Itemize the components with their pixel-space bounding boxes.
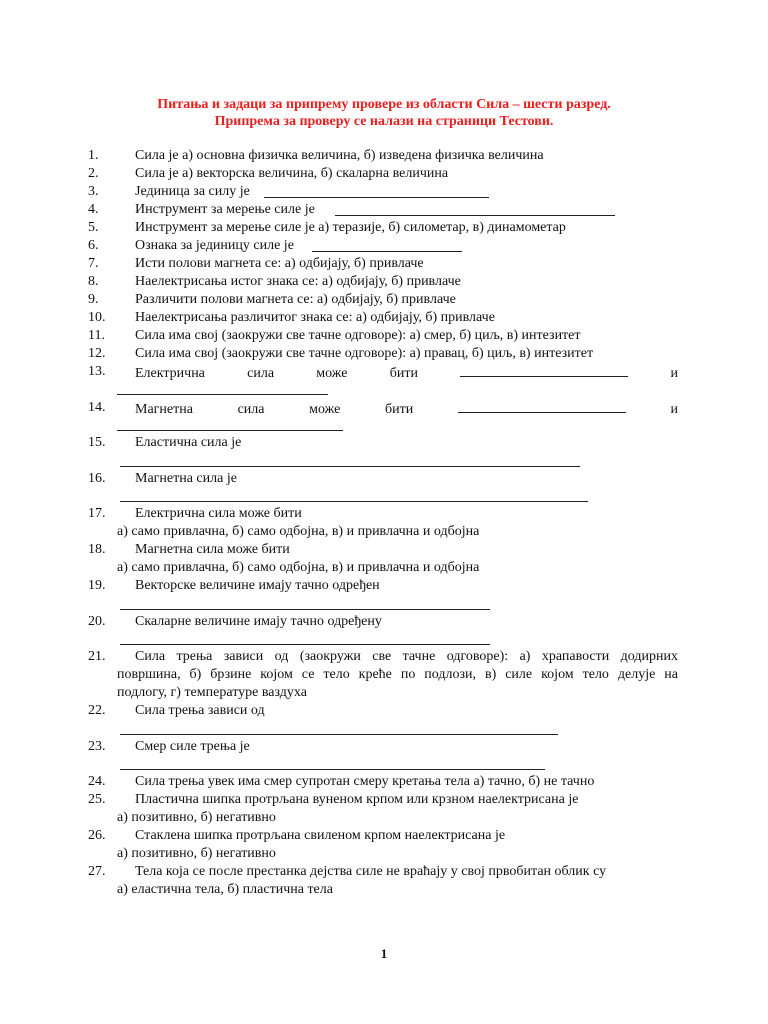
item-text: Скаларне величине имају тачно одређену <box>135 614 382 629</box>
item-text: Векторске величине имају тачно одређен <box>135 578 380 593</box>
item-text-line: површина, б) брзине којом се тело креће по подлози, в) силе којом тело делује на <box>117 667 678 682</box>
page-number: 1 <box>380 946 388 961</box>
item-text-line: Сила трења зависи од (заокружи све тачне одговоре): а) храпавости додирних <box>135 649 678 664</box>
item-text <box>135 364 678 382</box>
item-number: 6. <box>88 238 99 253</box>
header-line-1: Питања и задаци за припрему провере из области Сила – шести разред. <box>157 97 611 112</box>
header <box>0 96 768 130</box>
answer-blank[interactable] <box>120 644 490 645</box>
word: бити <box>384 402 414 417</box>
item-number: 16. <box>88 471 106 486</box>
answer-blank[interactable] <box>120 466 580 467</box>
item-number: 26. <box>88 828 106 843</box>
item-number: 20. <box>88 614 106 629</box>
item-text: Инструмент за мерење силе је <box>135 202 315 217</box>
item-text: Смер силе трења је <box>135 739 250 754</box>
item-text: Сила трења зависи од <box>135 703 265 718</box>
word: сила <box>247 366 275 381</box>
item-number: 27. <box>88 864 106 879</box>
item-number: 13. <box>88 364 106 379</box>
item-number: 11. <box>88 328 105 343</box>
answer-blank[interactable] <box>117 394 328 395</box>
item-text: Сила има свој (заокружи све тачне одговоре): а) правац, б) циљ, в) интезитет <box>135 346 594 361</box>
item-number: 25. <box>88 792 106 807</box>
item-options: а) еластична тела, б) пластична тела <box>117 882 333 897</box>
word: и <box>670 366 678 381</box>
item-text: Магнетна сила је <box>135 471 237 486</box>
word: бити <box>389 366 418 381</box>
item-text: Јединица за силу је <box>135 184 250 199</box>
item-text: Сила је а) векторска величина, б) скаларна величина <box>135 166 449 181</box>
item-number: 12. <box>88 346 106 361</box>
answer-blank[interactable] <box>458 400 626 413</box>
item-text: Сила је а) основна физичка величина, б) изведена физичка величина <box>135 148 544 163</box>
item-text <box>135 400 678 418</box>
header-line-2: Припрема за проверу се налази на страници Тестови. <box>214 114 554 129</box>
answer-blank[interactable] <box>120 769 545 770</box>
item-number: 17. <box>88 506 106 521</box>
item-text-line: подлогу, г) температуре ваздуха <box>117 685 307 700</box>
answer-blank[interactable] <box>120 609 490 610</box>
answer-blank[interactable] <box>120 501 588 502</box>
item-text: Инструмент за мерење силе је а) теразије, б) силометар, в) динамометар <box>135 220 566 235</box>
item-text: Тела која се после престанка дејства силе не враћају у свој првобитан облик су <box>135 864 607 879</box>
item-text: Електрична сила може бити <box>135 506 302 521</box>
answer-blank[interactable] <box>460 364 628 377</box>
item-options: а) позитивно, б) негативно <box>117 846 276 861</box>
item-number: 15. <box>88 435 106 450</box>
item-number: 10. <box>88 310 106 325</box>
answer-blank[interactable] <box>335 215 615 216</box>
item-number: 8. <box>88 274 99 289</box>
word: Магнетна <box>135 402 193 417</box>
word: може <box>316 366 348 381</box>
word: сила <box>237 402 265 417</box>
item-number: 3. <box>88 184 99 199</box>
item-number: 5. <box>88 220 99 235</box>
item-text: Наелектрисања истог знака се: а) одбијају, б) привлаче <box>135 274 461 289</box>
item-text: Пластична шипка протрљана вуненом крпом или крзном наелектрисана је <box>135 792 579 807</box>
item-text: Различити полови магнета се: а) одбијају, б) привлаче <box>135 292 456 307</box>
item-options: а) позитивно, б) негативно <box>117 810 276 825</box>
word: може <box>309 402 341 417</box>
item-text: Исти полови магнета се: а) одбијају, б) привлаче <box>135 256 424 271</box>
answer-blank[interactable] <box>312 251 462 252</box>
item-options: а) само привлачна, б) само одбојна, в) и привлачна и одбојна <box>117 560 480 575</box>
item-text: Сила трења увек има смер супротан смеру кретања тела а) тачно, б) не тачно <box>135 774 595 789</box>
answer-blank[interactable] <box>117 430 343 431</box>
word: Електрична <box>135 366 205 381</box>
item-number: 19. <box>88 578 106 593</box>
item-number: 14. <box>88 400 106 415</box>
item-number: 7. <box>88 256 99 271</box>
item-number: 24. <box>88 774 106 789</box>
item-text: Магнетна сила може бити <box>135 542 290 557</box>
item-text: Стаклена шипка протрљана свиленом крпом наелектрисана је <box>135 828 506 843</box>
answer-blank[interactable] <box>264 197 489 198</box>
word: и <box>670 402 678 417</box>
item-number: 4. <box>88 202 99 217</box>
item-number: 21. <box>88 649 106 664</box>
item-text: Сила има свој (заокружи све тачне одговоре): а) смер, б) циљ, в) интезитет <box>135 328 581 343</box>
item-options: а) само привлачна, б) само одбојна, в) и привлачна и одбојна <box>117 524 480 539</box>
answer-blank[interactable] <box>120 734 558 735</box>
item-number: 1. <box>88 148 99 163</box>
item-number: 18. <box>88 542 106 557</box>
item-text: Ознака за јединицу силе је <box>135 238 294 253</box>
item-number: 22. <box>88 703 106 718</box>
item-text: Еластична сила је <box>135 435 242 450</box>
item-number: 9. <box>88 292 99 307</box>
item-number: 2. <box>88 166 99 181</box>
item-text: Наелектрисања различитог знака се: а) одбијају, б) привлаче <box>135 310 495 325</box>
item-number: 23. <box>88 739 106 754</box>
